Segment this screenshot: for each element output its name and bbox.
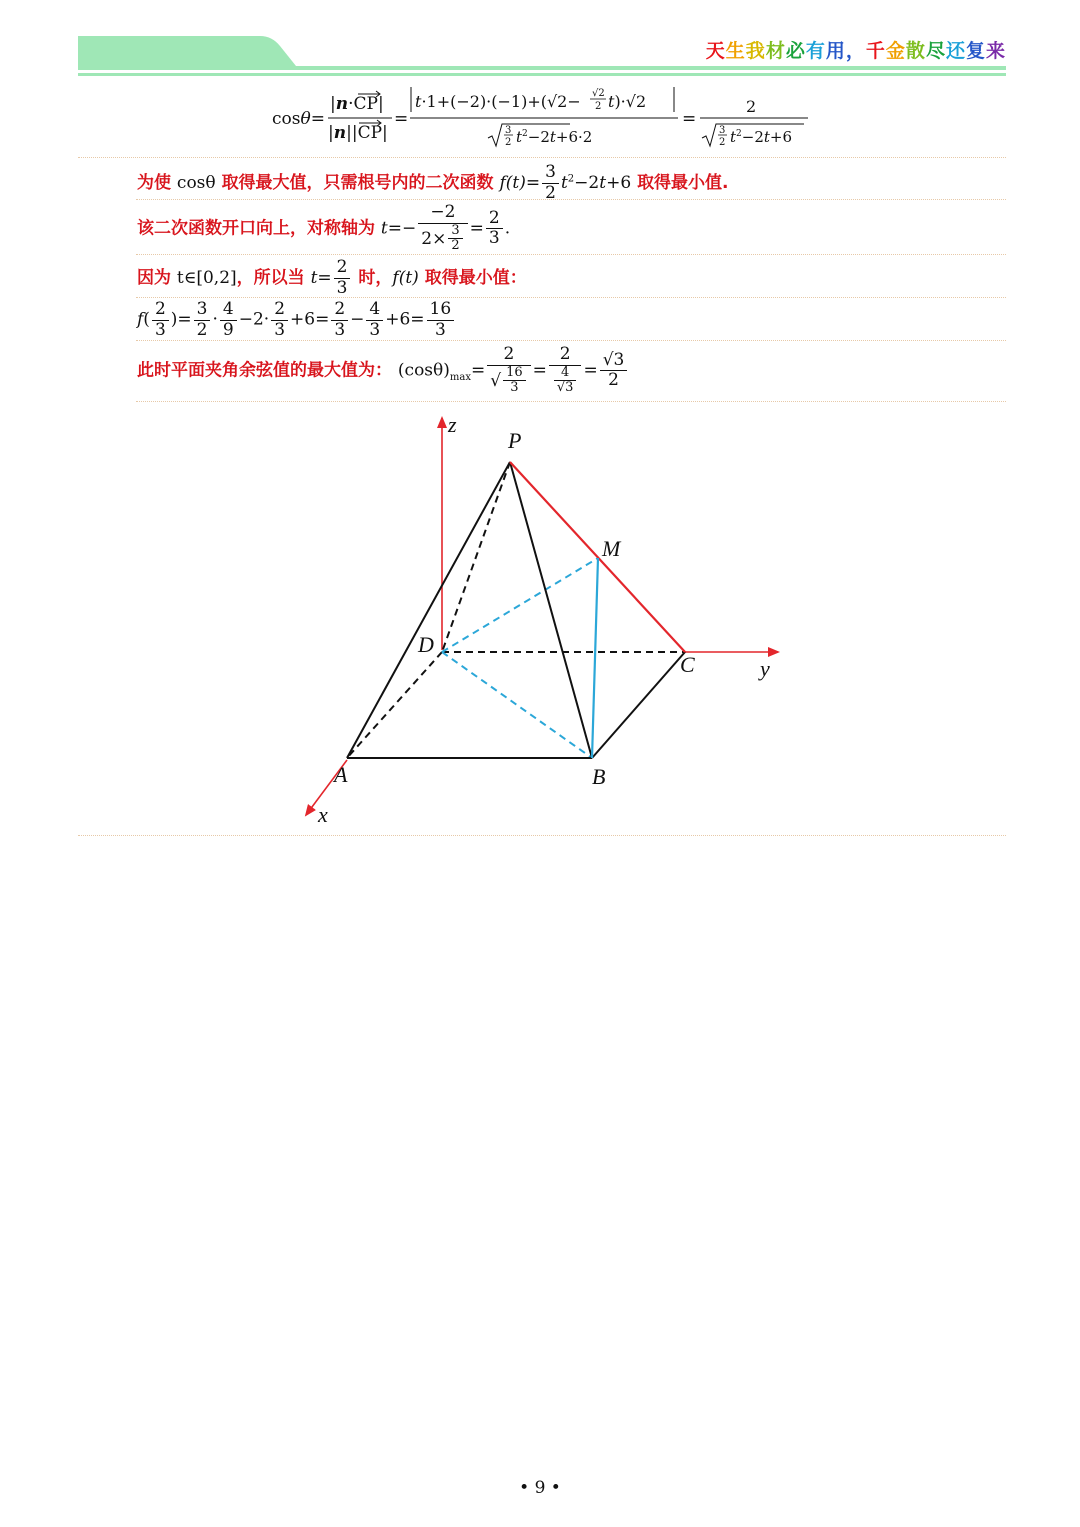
motto-char: 材 [765, 40, 786, 62]
motto-char: 天 [705, 40, 726, 62]
text-line-3: 该二次函数开口向上，对称轴为 t=− −2 2× $\frac{3}{2}$ = $\frac{2}{3}$ . [137, 202, 511, 254]
label-B: B [592, 764, 606, 789]
fraction: $\frac{2}{3}$ [334, 258, 351, 298]
text: 取得最小值： [424, 268, 527, 289]
segment-MB [592, 558, 598, 758]
header-rule-bottom [78, 73, 1006, 76]
svg-text:t2−2t+6·2: $t^2-2t+6\cdot 2$ [516, 128, 593, 146]
label-P: P [508, 428, 522, 453]
motto-char: 金 [885, 40, 906, 62]
label-A: A [334, 762, 348, 787]
svg-text:2: 2 [719, 137, 726, 148]
edge-DA [347, 652, 442, 758]
page-number: • 9 • [519, 1478, 561, 1498]
edge-PD [442, 462, 510, 652]
text: 此时平面夹角余弦值的最大值为： [137, 360, 392, 381]
math: f(t)= [499, 173, 541, 194]
motto-char: 散 [905, 40, 926, 62]
text-line-4 [137, 258, 527, 298]
svg-text:2: 2 [595, 101, 602, 112]
label-C: C [680, 652, 695, 677]
subscript: max [449, 372, 471, 384]
svg-text:t)·√2: t)·√2 [608, 92, 647, 111]
motto-char: 我 [745, 40, 766, 62]
label-z: z [448, 412, 457, 437]
pyramid-figure [290, 410, 810, 830]
header-rule-top [78, 66, 1006, 70]
svg-text:|n·CP|: |n·CP| [330, 94, 384, 114]
divider [136, 254, 1006, 255]
text: ，所以当 [236, 268, 305, 289]
segment-DM [442, 558, 598, 652]
svg-text:2: 2 [746, 97, 757, 116]
motto-char: ， [845, 40, 866, 62]
divider [78, 835, 1006, 836]
label-x: x [318, 802, 328, 827]
header-motto [706, 36, 1006, 63]
motto-char: 来 [985, 40, 1006, 62]
text: 取得最小值. [637, 173, 729, 194]
svg-text:cosθ=: cosθ= [272, 109, 325, 129]
svg-text:2: 2 [505, 137, 512, 148]
motto-char: 有 [805, 40, 826, 62]
math: cosθ [176, 173, 216, 194]
svg-text:t2−2t+6: $t^2-2t+6$ [730, 128, 793, 146]
motto-char: 生 [725, 40, 746, 62]
motto-char: 千 [865, 40, 886, 62]
svg-text:3: 3 [505, 125, 512, 136]
edge-PA [347, 462, 510, 758]
fraction: $\frac{2}{\frac{4}{√3}}$ [549, 345, 582, 396]
svg-text:=: = [394, 109, 409, 129]
label-y: y [760, 656, 770, 681]
svg-text:3: 3 [719, 125, 726, 136]
svg-text:√2: √2 [592, 88, 605, 99]
fraction: −2 2× $\frac{3}{2}$ [418, 203, 467, 254]
motto-char: 复 [965, 40, 986, 62]
text: 该二次函数开口向上，对称轴为 [137, 218, 375, 239]
divider [136, 199, 1006, 200]
motto-char: 还 [945, 40, 966, 62]
svg-text:t·1+(−2)·(−1)+(√2−: t·1+(−2)·(−1)+(√2− [415, 92, 581, 111]
divider [136, 297, 1006, 298]
divider [136, 401, 1006, 402]
divider [78, 157, 1006, 158]
fraction: $\frac{2}{3}$ [486, 209, 503, 249]
formula-cos-theta [270, 82, 830, 152]
text: 取得最大值，只需根号内的二次函数 [221, 173, 494, 194]
math: $t^2-2t+6$ [560, 173, 632, 194]
text-line-6: 此时平面夹角余弦值的最大值为： $(\cos\theta)_{max}=$ 2 √ $\frac{16}{3}$ = $\frac{2}{\frac{4}{√3}}$ = $\frac{√3}{2}$ [137, 345, 629, 396]
divider [136, 340, 1006, 341]
math: f(t) [392, 268, 419, 289]
text: 时， [358, 268, 393, 289]
svg-text:=: = [682, 109, 697, 129]
text-line-2 [137, 163, 729, 203]
text: 因为 [137, 268, 171, 289]
math: t=− [380, 218, 417, 239]
math: t∈[0,2] [176, 268, 237, 289]
motto-char: 用 [825, 40, 846, 62]
fraction: 2 √ $\frac{16}{3}$ [487, 345, 530, 396]
fraction: $\frac{3}{2}$ [542, 163, 559, 203]
edge-BC [592, 652, 685, 758]
motto-char: 尽 [925, 40, 946, 62]
fraction: $\frac{√3}{2}$ [600, 351, 628, 391]
label-D: D [418, 632, 434, 657]
segment-DB [442, 652, 592, 758]
header-tab [78, 36, 298, 66]
text: 为使 [137, 173, 171, 194]
motto-char: 必 [785, 40, 806, 62]
svg-text:|n||CP|: |n||CP| [328, 123, 388, 143]
label-M: M [602, 536, 621, 561]
math: (cosθ) [397, 360, 450, 381]
text-line-5: f( $\frac{2}{3}$ )= $\frac{3}{2}$ · $\frac{4}{9}$ −2· $\frac{2}{3}$ +6= $\frac{2}{3}$ − $\frac{4}{3}$ +6= $\frac{16}{3}$ [137, 300, 456, 340]
math: t= [310, 268, 332, 289]
